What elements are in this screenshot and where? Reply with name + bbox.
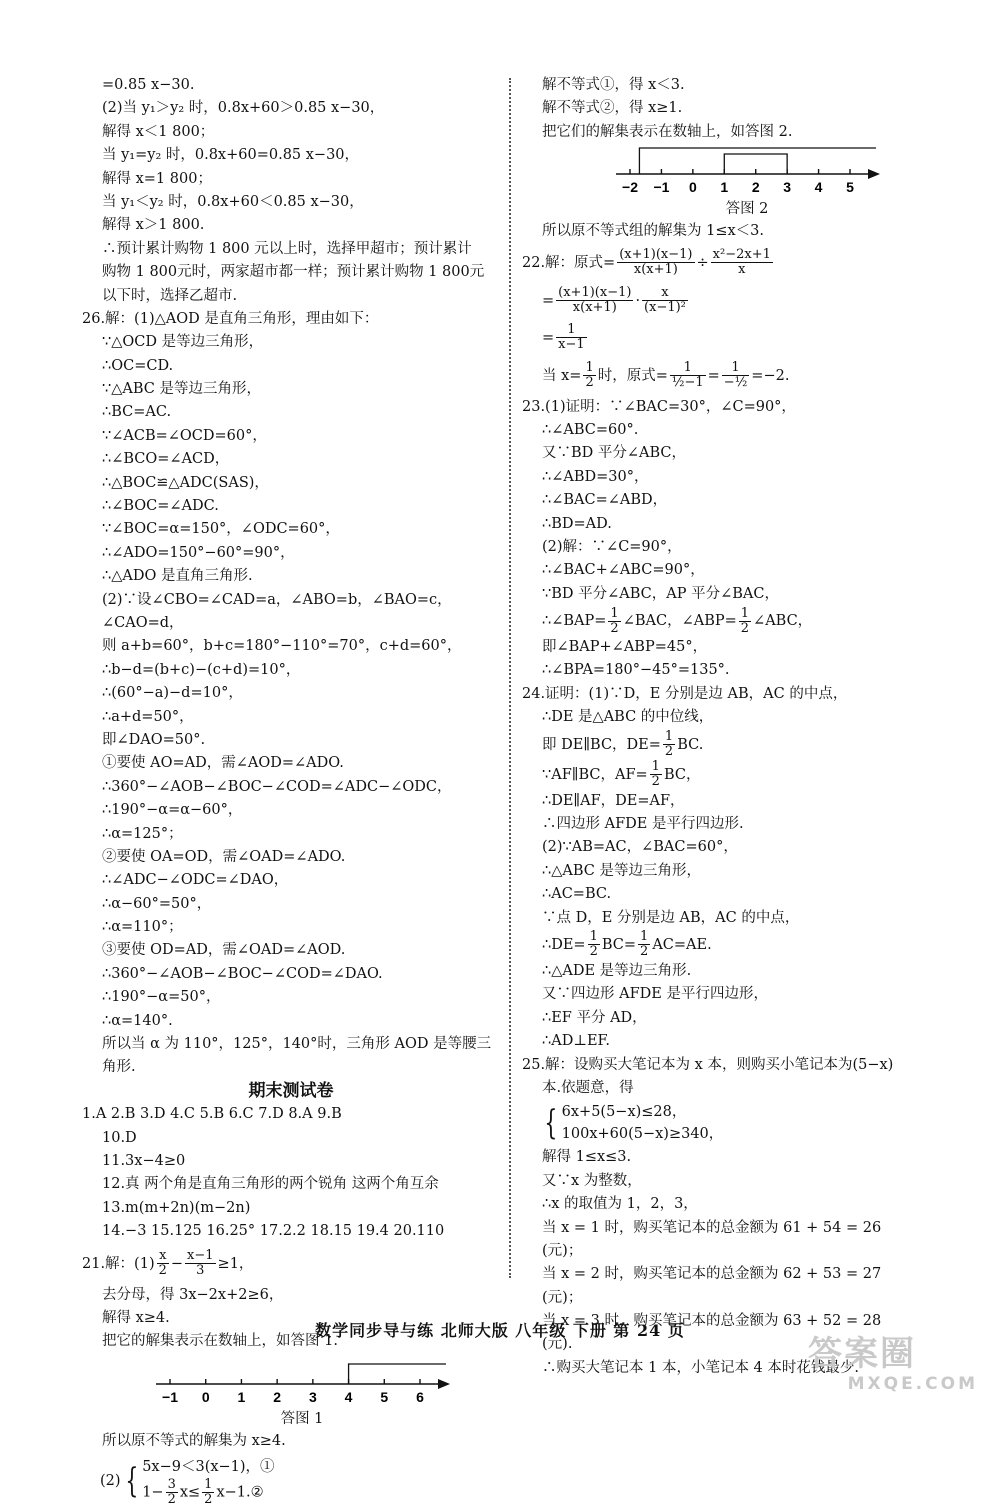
text-line: 14.−3 15.125 16.25° 17.2.2 18.15 19.4 20.110 (102, 1223, 445, 1240)
column-divider (509, 78, 511, 1278)
q24-eq-line: ∴DE= $\frac{1}{2}$ BC= $\frac{1}{2}$ AC=AE. (542, 929, 712, 960)
text-line: ∴∠BCO=∠ACD， (102, 451, 230, 468)
text-line: 即∠DAO=50°. (102, 731, 206, 748)
text-line: 11.3x−4≥0 (102, 1152, 186, 1169)
text-line: ∴预计累计购物 1 800 元以上时，选择甲超市；预计累计 (102, 240, 472, 257)
text-line: 即∠BAP+∠ABP=45°， (542, 639, 708, 656)
watermark-logo (808, 1334, 978, 1396)
q25-system: { 6x+5(5−x)≤28， 100x+60(5−x)≥340， (544, 1103, 724, 1144)
text-line: ∴360°−∠AOB−∠BOC−∠COD=∠DAO. (102, 965, 383, 982)
q21-system: (2) { 5x−9＜3(x−1)，① 1− $\frac{3}{2}$ x≤ $\frac{1}{2}$ x−1.② (100, 1458, 275, 1507)
text-line: ∵BD 平分∠ABC，AP 平分∠BAC， (542, 585, 779, 602)
text-line: ∴BD=AD. (542, 515, 612, 532)
text-line: ③要使 OD=AD，需∠OAD=∠AOD. (102, 942, 346, 959)
text-line: 解得 1≤x≤3. (542, 1149, 632, 1166)
tick-label: 6 (416, 1388, 424, 1405)
text-line: 又∵四边形 AFDE 是平行四边形， (542, 986, 768, 1003)
text-line: ∴(60°−a)−d=10°， (102, 685, 243, 702)
text-line: (2)当 y₁＞y₂ 时，0.8x+60＞0.85 x−30， (102, 100, 385, 117)
tick-label: 4 (814, 179, 823, 196)
text-line: ∴190°−α=α−60°， (102, 802, 243, 819)
q24-solution-end (522, 960, 922, 1054)
text-line: ∴OC=CD. (102, 357, 174, 374)
text-line: 去分母，得 3x−2x+2≥6， (102, 1286, 284, 1303)
text-line: (2)∵AB=AC，∠BAC=60°， (542, 839, 738, 856)
text-line: ∴α=140°. (102, 1012, 173, 1029)
tick-label: 2 (273, 1388, 282, 1405)
text-line: ∴∠BAC=∠ABD， (542, 492, 668, 509)
text-line: 25.解：设购买大笔记本为 x 本，则购买小笔记本为(5−x) (522, 1056, 894, 1073)
tick-label: 3 (783, 179, 792, 196)
text-line: 当 y₁＜y₂ 时，0.8x+60＜0.85 x−30， (102, 193, 364, 210)
q21-conclusion: 所以原不等式组的解集为 1≤x＜3. (542, 223, 764, 240)
q24-de-line: 即 DE∥BC，DE= $\frac{1}{2}$ BC. (542, 729, 704, 760)
q22-line2: = $\frac{(x+1)(x-1)}{x(x+1)}$ · $\frac{x}{\text{(x−1)²}}$ (542, 285, 686, 316)
solution-bracket (349, 1364, 446, 1384)
number-line-2 (522, 146, 922, 196)
solution-bracket (639, 148, 876, 174)
text-line: 解得 x＞1 800. (102, 217, 205, 234)
text-line: ∴四边形 AFDE 是平行四边形. (542, 816, 744, 833)
text-line: 角形. (102, 1059, 136, 1076)
text-line: ∴△ADO 是直角三角形. (102, 568, 253, 585)
number-line-2-caption: 答图 2 (725, 201, 769, 218)
q22-line4: 当 x= $\frac{1}{2}$ 时，原式= $\frac{1}{\text{½−1}}$ = $\frac{1}{\text{−½}}$ =−2. (542, 360, 790, 391)
tick-label: 0 (688, 179, 697, 196)
text-line: ∵∠BOC=α=150°，∠ODC=60°， (102, 521, 340, 538)
text-line: ∴190°−α=50°， (102, 989, 221, 1006)
tick-label: 0 (201, 1388, 210, 1405)
text-line: ∴α−60°=50°， (102, 895, 212, 912)
text-line: ∴∠BOC=∠ADC. (102, 498, 219, 515)
watermark-line1: 答案圈 (808, 1334, 916, 1374)
text-line: ∴x 的取值为 1，2，3， (542, 1196, 698, 1213)
page-footer: 数学同步导与练 北师大版 八年级 下册 第 24 页 (315, 1321, 685, 1340)
text-line: ∴DE∥AF，DE=AF， (542, 792, 685, 809)
q25-solution (522, 1054, 922, 1101)
tick-label: −1 (162, 1388, 178, 1405)
text-line: ②要使 OA=OD，需∠OAD=∠ADO. (102, 848, 346, 865)
text-line: ∴b−d=(b+c)−(c+d)=10°， (102, 661, 301, 678)
text-line: ∴α=125°； (102, 825, 183, 842)
tick-label: 3 (308, 1388, 317, 1405)
text-line: =0.85 x−30. (102, 77, 195, 93)
text-line: (元)； (542, 1289, 583, 1306)
tick-label: −1 (653, 179, 670, 196)
text-line: 13.m(m+2n)(m−2n) (102, 1199, 251, 1216)
q21-part1: 21.解：(1) $\frac{x}{2}$ − $\frac{x-1}{3}$ ≥1， (82, 1248, 254, 1279)
text-line: ∠CAO=d， (102, 614, 184, 631)
q24-af-line: ∵AF∥BC，AF= $\frac{1}{2}$ BC， (542, 759, 701, 790)
text-line: ∴AD⊥EF. (542, 1033, 610, 1050)
q24-solution-mid (522, 790, 922, 930)
text-line: 以下时，选择乙超市. (102, 287, 238, 304)
text-line: ①要使 AO=AD，需∠AOD=∠ADO. (102, 755, 344, 772)
text-line: ∴BC=AC. (102, 404, 172, 421)
q21-continuation (522, 74, 922, 144)
text-line: (2)解：∵∠C=90°， (542, 538, 682, 555)
right-column (522, 74, 922, 1380)
text-line: ∴∠BAC+∠ABC=90°， (542, 562, 705, 579)
text-line: ∴∠ABC=60°. (542, 421, 639, 438)
q22-line1: 22.解：原式= $\frac{(x+1)(x-1)}{x(x+1)}$ ÷ $\frac{\text{x²−2x+1}}{x}$ (522, 247, 771, 278)
text-line: 24.证明：(1)∵D，E 分别是边 AB，AC 的中点， (522, 685, 848, 702)
text-line: ∴AC=BC. (542, 886, 612, 903)
tick-label: −2 (622, 179, 638, 196)
axis-arrow (438, 1379, 450, 1389)
text-line: 解不等式②，得 x≥1. (542, 100, 683, 117)
text-line: 购物 1 800元时，两家超市都一样；预计累计购物 1 800元 (102, 264, 485, 281)
text-line: 解不等式①，得 x＜3. (542, 77, 685, 93)
text-line: 当 y₁=y₂ 时，0.8x+60=0.85 x−30， (102, 147, 360, 164)
text-line: 本.依题意，得 (542, 1079, 634, 1096)
tick-label: 5 (380, 1388, 389, 1405)
text-line: ∴∠ABD=30°， (542, 468, 649, 485)
text-line: 把它的解集表示在数轴上，如答图 1. (102, 1333, 338, 1350)
text-line: ∴∠ADO=150°−60°=90°， (102, 544, 295, 561)
watermark-line2: MXQE.COM (847, 1374, 978, 1394)
number-line-1 (82, 1356, 500, 1406)
text-line: 解得 x≥4. (102, 1309, 170, 1326)
section-title: 期末测试卷 (248, 1080, 334, 1101)
number-line-1-caption: 答图 1 (280, 1410, 324, 1427)
text-line: 则 a+b=60°，b+c=180°−110°=70°，c+d=60°， (102, 638, 462, 655)
text-line: ∴a+d=50°， (102, 708, 194, 725)
text-line: ∴DE 是△ABC 的中位线， (542, 709, 714, 726)
answer-key (82, 1103, 500, 1243)
q24-solution (522, 683, 922, 730)
text-line: (元). (542, 1336, 573, 1353)
text-line: ∴△ADE 是等边三角形. (542, 962, 692, 979)
text-line: 又∵BD 平分∠ABC， (542, 445, 687, 462)
text-line: ∴△ABC 是等边三角形， (542, 862, 701, 879)
text-line: ∴α=110°； (102, 919, 183, 936)
text-line: 所以当 α 为 110°，125°，140°时，三角形 AOD 是等腰三 (102, 1036, 492, 1053)
text-line: 又∵x 为整数， (542, 1172, 642, 1189)
tick-label: 1 (237, 1388, 246, 1405)
number-line-2-svg (612, 146, 882, 196)
tick-label: 4 (344, 1388, 353, 1405)
text-line: 10.D (102, 1129, 137, 1146)
text-line: 12.真 两个角是直角三角形的两个锐角 这两个角互余 (102, 1176, 439, 1193)
text-line: 当 x = 2 时，购买笔记本的总金额为 62 + 53 = 27 (542, 1266, 882, 1283)
text-line: ∵∠ACB=∠OCD=60°， (102, 427, 267, 444)
q26-solution (82, 308, 500, 1080)
text-line: ∴EF 平分 AD， (542, 1009, 647, 1026)
q23-bap-line: ∴∠BAP= $\frac{1}{2}$ ∠BAC，∠ABP= $\frac{1}{2}$ ∠ABC， (542, 605, 813, 636)
tick-label: 5 (846, 179, 854, 196)
text-line: 当 x = 3 时，购买笔记本的总金额为 63 + 52 = 28 (542, 1313, 882, 1330)
text-line: ∴∠ADC−∠ODC=∠DAO， (102, 872, 289, 889)
tick-label: 2 (751, 179, 760, 196)
text-line: (元)； (542, 1242, 583, 1259)
axis-arrow (868, 169, 880, 179)
text-line: ∵△OCD 是等边三角形， (102, 334, 264, 351)
text-line: ∴360°−∠AOB−∠BOC−∠COD=∠ADC−∠ODC， (102, 778, 452, 795)
text-line: ∵△ABC 是等边三角形， (102, 381, 261, 398)
text-line: (2)∵设∠CBO=∠CAD=a，∠ABO=b，∠BAO=c， (102, 591, 452, 608)
text-line: 解得 x＜1 800； (102, 123, 215, 140)
text-line: 解得 x=1 800； (102, 170, 212, 187)
text-line: 当 x = 1 时，购买笔记本的总金额为 61 + 54 = 26 (542, 1219, 882, 1236)
text-line: ∴∠BPA=180°−45°=135°. (542, 662, 730, 679)
q23-solution-end (522, 636, 922, 683)
tick-label: 1 (720, 179, 729, 196)
text-line: 把它们的解集表示在数轴上，如答图 2. (542, 123, 793, 140)
text-line: ∴购买大笔记本 1 本，小笔记本 4 本时花钱最少. (542, 1359, 859, 1376)
q21-after: 所以原不等式的解集为 x≥4. (102, 1432, 286, 1449)
q22-line3: = $\frac{1}{x-1}$ (542, 322, 585, 353)
q23-solution (522, 396, 922, 607)
q25-continuation (82, 74, 500, 308)
text-line: 1.A 2.B 3.D 4.C 5.B 6.C 7.D 8.A 9.B (82, 1106, 342, 1123)
text-line: 23.(1)证明：∵∠BAC=30°，∠C=90°， (522, 398, 796, 415)
text-line: ∵点 D，E 分别是边 AB，AC 的中点， (542, 909, 800, 926)
text-line: 26.解：(1)△AOD 是直角三角形，理由如下： (82, 310, 379, 327)
number-line-1-svg (152, 1356, 452, 1406)
text-line: ∴△BOC≌△ADC(SAS)， (102, 474, 269, 491)
left-column (82, 74, 500, 1509)
